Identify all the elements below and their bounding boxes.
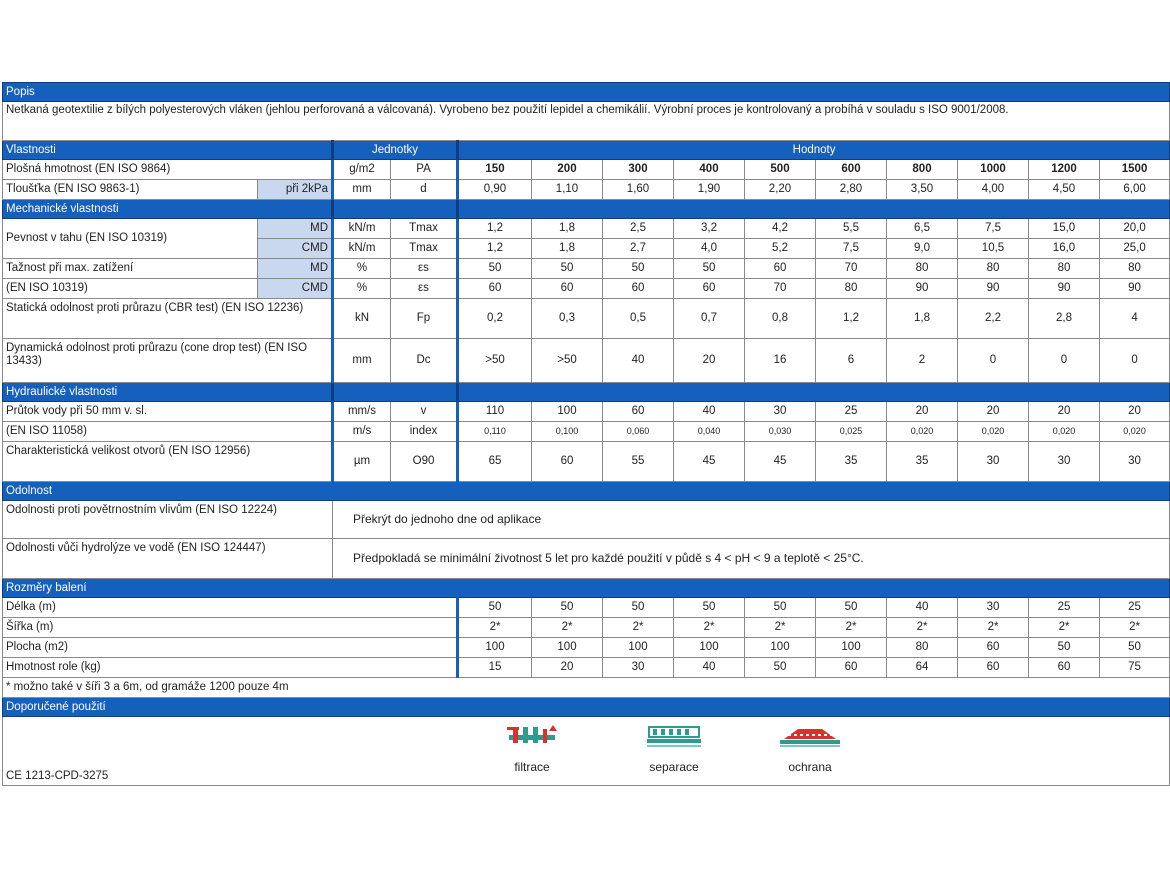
value-cell: 7,5 (816, 239, 887, 259)
value-cell: 30 (958, 442, 1029, 482)
value-cell: 2,5 (603, 219, 674, 239)
value-cell: 0,060 (603, 422, 674, 442)
unit-symbol: Fp (391, 299, 458, 339)
value-cell: 50 (745, 658, 816, 678)
value-cell: 0,100 (532, 422, 603, 442)
row-label: Charakteristická velikost otvorů (EN ISO 12956) (3, 442, 333, 482)
value-cell: 70 (816, 259, 887, 279)
value-cell: 100 (745, 638, 816, 658)
value-cell: 16,0 (1029, 239, 1100, 259)
value-cell: >50 (458, 339, 532, 383)
footnote: * možno také v šíři 3 a 6m, od gramáže 1200 pouze 4m (3, 678, 1170, 698)
grammage-header: 300 (603, 160, 674, 180)
value-cell: 80 (958, 259, 1029, 279)
row-label: Průtok vody při 50 mm v. sl. (3, 402, 333, 422)
row-label: Statická odolnost proti průrazu (CBR test) (EN ISO 12236) (3, 299, 333, 339)
value-cell: 45 (674, 442, 745, 482)
value-cell: 0 (1100, 339, 1170, 383)
value-cell: 0,020 (1029, 422, 1100, 442)
value-cell: 0,020 (887, 422, 958, 442)
direction: CMD (258, 279, 333, 299)
filtration-icon (505, 723, 559, 749)
value-cell: 60 (1029, 658, 1100, 678)
unit-symbol: εs (391, 259, 458, 279)
unit: % (333, 259, 391, 279)
value-cell: 20 (958, 402, 1029, 422)
value-cell: 35 (816, 442, 887, 482)
value-cell: 80 (887, 259, 958, 279)
use-label: filtrace (514, 760, 550, 774)
row-label: Dynamická odolnost proti průrazu (cone drop test) (EN ISO 13433) (3, 339, 333, 383)
value-cell: 4,00 (958, 180, 1029, 200)
value-cell: 20 (532, 658, 603, 678)
row-label: Odolnosti proti povětrnostním vlivům (EN ISO 12224) (3, 501, 333, 539)
value-cell: 0,020 (958, 422, 1029, 442)
value-cell: 2* (674, 618, 745, 638)
value-cell: 3,2 (674, 219, 745, 239)
value-cell: 1,10 (532, 180, 603, 200)
value-cell: 100 (674, 638, 745, 658)
value-cell: 20,0 (1100, 219, 1170, 239)
value-cell: 40 (674, 402, 745, 422)
use-label: ochrana (788, 760, 832, 774)
row-label: Plošná hmotnost (EN ISO 9864) (3, 160, 333, 180)
unit: % (333, 279, 391, 299)
value-cell: 0,7 (674, 299, 745, 339)
ce-mark: CE 1213-CPD-3275 (6, 770, 109, 782)
unit: µm (333, 442, 391, 482)
section-mechanicke: Mechanické vlastnosti (3, 200, 333, 219)
grammage-header: 600 (816, 160, 887, 180)
value-cell: 50 (603, 259, 674, 279)
grammage-header: 400 (674, 160, 745, 180)
section-popis: Popis (3, 83, 1170, 102)
unit: g/m2 (333, 160, 391, 180)
value-cell: 50 (674, 598, 745, 618)
value-cell: 1,8 (887, 299, 958, 339)
value-cell: 0,8 (745, 299, 816, 339)
value-cell: 50 (603, 598, 674, 618)
value-cell: 0 (958, 339, 1029, 383)
row-taznost-md (3, 259, 1170, 279)
value-cell: 64 (887, 658, 958, 678)
value-cell: 110 (458, 402, 532, 422)
value-cell: 2* (532, 618, 603, 638)
value-cell: 100 (458, 638, 532, 658)
use-label: separace (649, 760, 699, 774)
value-cell: 1,60 (603, 180, 674, 200)
value-cell: 0,020 (1100, 422, 1170, 442)
value-cell: 2,2 (958, 299, 1029, 339)
row-dynamicka (3, 339, 1170, 383)
unit-symbol: Tmax (391, 219, 458, 239)
value-cell: 0,110 (458, 422, 532, 442)
unit-symbol: Dc (391, 339, 458, 383)
value-cell: 2* (958, 618, 1029, 638)
separation-icon (645, 723, 703, 749)
row-otvory (3, 442, 1170, 482)
row-staticka (3, 299, 1170, 339)
value-cell: 16 (745, 339, 816, 383)
row-label: Hmotnost role (kg) (3, 658, 458, 678)
value-cell: 2* (603, 618, 674, 638)
value-cell: 2,80 (816, 180, 887, 200)
row-label: Plocha (m2) (3, 638, 458, 658)
unit-symbol: Tmax (391, 239, 458, 259)
unit: mm (333, 180, 391, 200)
unit: kN (333, 299, 391, 339)
value-cell: 4,0 (674, 239, 745, 259)
row-label: Odolnosti vůči hydrolýze ve vodě (EN ISO 124447) (3, 539, 333, 579)
grammage-header: 150 (458, 160, 532, 180)
direction: CMD (258, 239, 333, 259)
value-cell: 80 (816, 279, 887, 299)
unit-symbol: PA (391, 160, 458, 180)
value-cell: 1,8 (532, 219, 603, 239)
value-cell: 80 (887, 638, 958, 658)
value-cell: 60 (816, 658, 887, 678)
value-cell: 60 (603, 279, 674, 299)
value-cell: 100 (603, 638, 674, 658)
value-cell: 5,2 (745, 239, 816, 259)
value-cell: 60 (674, 279, 745, 299)
unit-symbol: d (391, 180, 458, 200)
value-cell: 2* (1100, 618, 1170, 638)
row-label: Pevnost v tahu (EN ISO 10319) (3, 219, 258, 259)
value-cell: 60 (532, 279, 603, 299)
value-cell: 15,0 (1029, 219, 1100, 239)
value-cell: 1,8 (532, 239, 603, 259)
value-cell: 2* (745, 618, 816, 638)
value-cell: 25 (1100, 598, 1170, 618)
value-cell: 0,040 (674, 422, 745, 442)
value-cell: 50 (532, 598, 603, 618)
protection-icon (778, 723, 842, 749)
direction: MD (258, 219, 333, 239)
unit-symbol: εs (391, 279, 458, 299)
value-cell: 7,5 (958, 219, 1029, 239)
value-cell: 0,5 (603, 299, 674, 339)
value-cell: >50 (532, 339, 603, 383)
value-cell: 2* (816, 618, 887, 638)
condition: při 2kPa (258, 180, 333, 200)
value-cell: 90 (887, 279, 958, 299)
row-taznost-cmd (3, 279, 1170, 299)
value-cell: 5,5 (816, 219, 887, 239)
value-cell: 55 (603, 442, 674, 482)
value-cell: 50 (816, 598, 887, 618)
section-doporucene: Doporučené použití (3, 698, 1170, 717)
value-cell: 50 (458, 259, 532, 279)
value-cell: 50 (1100, 638, 1170, 658)
value-cell: 20 (674, 339, 745, 383)
grammage-header: 500 (745, 160, 816, 180)
value-cell: 80 (1100, 259, 1170, 279)
value-cell: 70 (745, 279, 816, 299)
value-cell: 1,2 (816, 299, 887, 339)
row-tloustka (3, 180, 1170, 200)
value-cell: 90 (1100, 279, 1170, 299)
row-label: Tažnost při max. zatížení (3, 259, 258, 279)
section-hydraulicke: Hydraulické vlastnosti (3, 383, 333, 402)
value-cell: 30 (958, 598, 1029, 618)
value-cell: 100 (532, 402, 603, 422)
value-cell: 2* (1029, 618, 1100, 638)
row-prutok-1 (3, 402, 1170, 422)
value-cell: 65 (458, 442, 532, 482)
value-cell: 0,030 (745, 422, 816, 442)
value-cell: 40 (603, 339, 674, 383)
value-cell: 1,2 (458, 239, 532, 259)
row-label: Délka (m) (3, 598, 458, 618)
value-cell: 3,50 (887, 180, 958, 200)
value-cell: 75 (1100, 658, 1170, 678)
value-cell: 40 (674, 658, 745, 678)
value-cell: 6 (816, 339, 887, 383)
usage-cell (3, 717, 1170, 786)
value-cell: 9,0 (887, 239, 958, 259)
value-cell: 100 (816, 638, 887, 658)
value-cell: 0,3 (532, 299, 603, 339)
value-cell: 60 (458, 279, 532, 299)
value-cell: 0,2 (458, 299, 532, 339)
unit-symbol: O90 (391, 442, 458, 482)
grammage-header: 200 (532, 160, 603, 180)
value-cell: 45 (745, 442, 816, 482)
value-cell: 90 (1029, 279, 1100, 299)
value-cell: 30 (1100, 442, 1170, 482)
section-hodnoty: Hodnoty (458, 141, 1170, 160)
row-plocha (3, 638, 1170, 658)
row-prutok-2 (3, 422, 1170, 442)
value-cell: 0 (1029, 339, 1100, 383)
value-cell: 25 (816, 402, 887, 422)
row-odolnost-2 (3, 539, 1170, 579)
section-jednotky: Jednotky (333, 141, 458, 160)
value-cell: 1,2 (458, 219, 532, 239)
value-cell: 4,50 (1029, 180, 1100, 200)
value-cell: 100 (532, 638, 603, 658)
value-cell: 60 (958, 638, 1029, 658)
value-cell: 50 (674, 259, 745, 279)
value-cell: 50 (745, 598, 816, 618)
value-cell: 15 (458, 658, 532, 678)
value-cell: 0,025 (816, 422, 887, 442)
value-cell: 50 (458, 598, 532, 618)
row-odolnost-1 (3, 501, 1170, 539)
value-cell: 6,5 (887, 219, 958, 239)
value-cell: 10,5 (958, 239, 1029, 259)
use-separace (629, 723, 719, 774)
value-cell: 2,20 (745, 180, 816, 200)
usage-icons (3, 717, 1169, 785)
grammage-header: 800 (887, 160, 958, 180)
row-label: (EN ISO 11058) (3, 422, 333, 442)
value-cell: 60 (603, 402, 674, 422)
row-plosna (3, 160, 1170, 180)
grammage-header: 1500 (1100, 160, 1170, 180)
unit: kN/m (333, 239, 391, 259)
value-cell: 20 (1029, 402, 1100, 422)
value-cell: 25 (1029, 598, 1100, 618)
value-cell: 25,0 (1100, 239, 1170, 259)
grammage-header: 1000 (958, 160, 1029, 180)
row-delka (3, 598, 1170, 618)
unit: m/s (333, 422, 391, 442)
value-cell: 4,2 (745, 219, 816, 239)
unit-symbol: index (391, 422, 458, 442)
row-hmotnost (3, 658, 1170, 678)
value-cell: 20 (887, 402, 958, 422)
value-cell: 30 (1029, 442, 1100, 482)
value-cell: 20 (1100, 402, 1170, 422)
value-cell: 2,8 (1029, 299, 1100, 339)
value-cell: 80 (1029, 259, 1100, 279)
value-cell: 30 (745, 402, 816, 422)
section-vlastnosti: Vlastnosti (3, 141, 333, 160)
direction: MD (258, 259, 333, 279)
value-cell: 60 (532, 442, 603, 482)
value-cell: 0,90 (458, 180, 532, 200)
section-rozmery: Rozměry balení (3, 579, 1170, 598)
value-cell: 35 (887, 442, 958, 482)
value-cell: 50 (532, 259, 603, 279)
unit: kN/m (333, 219, 391, 239)
odolnost-2-value: Předpokladá se minimální životnost 5 let pro každé použití v půdě s 4 < pH < 9 a teplotě < 25°C. (333, 539, 1170, 579)
row-pevnost-md (3, 219, 1170, 239)
datasheet (2, 82, 1168, 786)
description: Netkaná geotextilie z bílých polyesterových vláken (jehlou perforovaná a válcovaná). Vyrobeno bez použití lepidel a chemikálií. Výrobní proces je kontrolovaný a probíhá v souladu s ISO 9001/2008. (3, 102, 1170, 141)
value-cell: 2* (887, 618, 958, 638)
section-odolnost: Odolnost (3, 482, 1170, 501)
value-cell: 40 (887, 598, 958, 618)
row-label: Šířka (m) (3, 618, 458, 638)
value-cell: 2,7 (603, 239, 674, 259)
value-cell: 1,90 (674, 180, 745, 200)
value-cell: 4 (1100, 299, 1170, 339)
spec-table (2, 82, 1170, 786)
value-cell: 6,00 (1100, 180, 1170, 200)
odolnost-1-value: Překrýt do jednoho dne od aplikace (333, 501, 1170, 539)
value-cell: 2 (887, 339, 958, 383)
row-sirka (3, 618, 1170, 638)
use-ochrana (765, 723, 855, 774)
use-filtrace (487, 723, 577, 774)
value-cell: 50 (1029, 638, 1100, 658)
row-label: Tloušťka (EN ISO 9863-1) (3, 180, 258, 200)
unit-symbol: v (391, 402, 458, 422)
value-cell: 90 (958, 279, 1029, 299)
grammage-header: 1200 (1029, 160, 1100, 180)
value-cell: 60 (958, 658, 1029, 678)
value-cell: 60 (745, 259, 816, 279)
unit: mm/s (333, 402, 391, 422)
value-cell: 2* (458, 618, 532, 638)
unit: mm (333, 339, 391, 383)
value-cell: 30 (603, 658, 674, 678)
row-label: (EN ISO 10319) (3, 279, 258, 299)
